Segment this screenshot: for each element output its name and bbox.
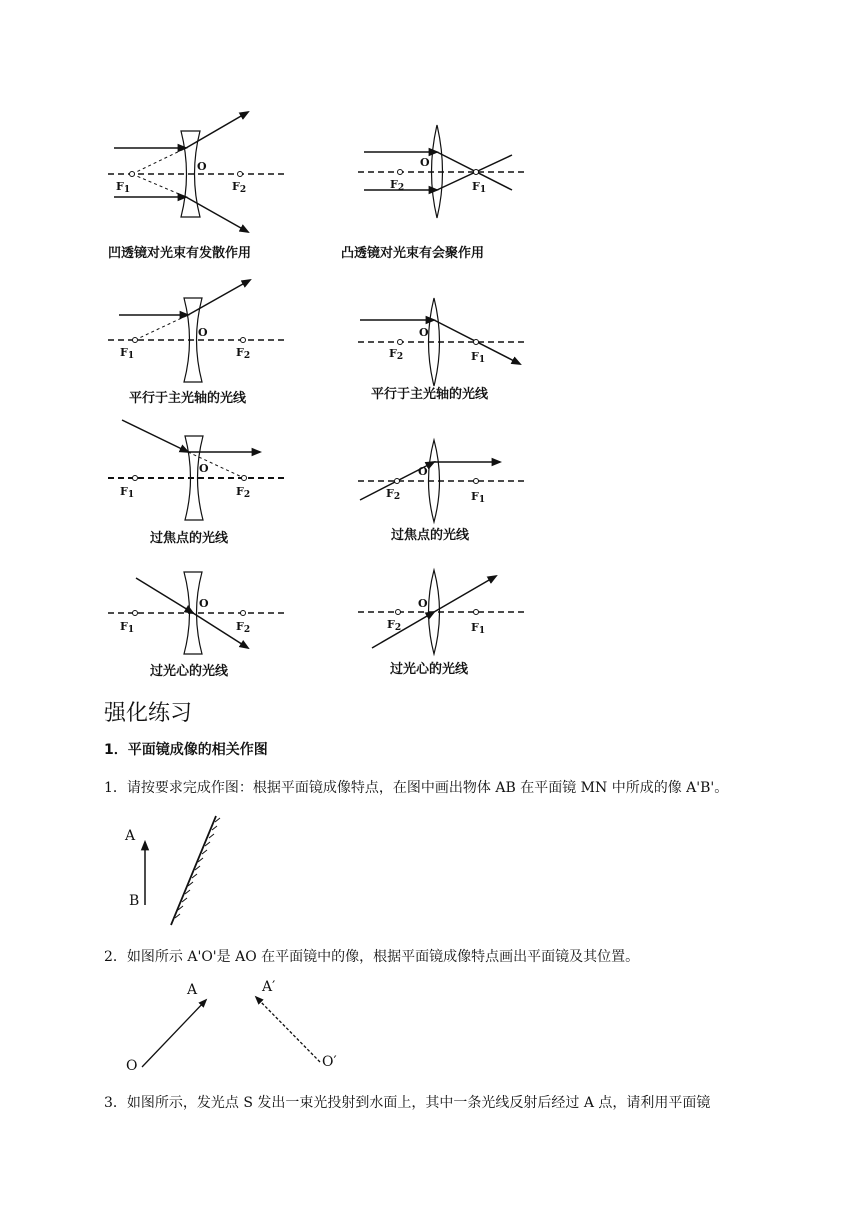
label-fig2-a-prime: A′ [262,979,276,995]
caption-concave-parallel: 平行于主光轴的光线 [129,391,247,406]
concave-lens-diagram-4 [108,572,285,654]
svg-text:F2: F2 [236,485,251,500]
label-point-b: B [129,893,140,909]
label-point-a: A [125,828,136,844]
caption-convex-focus: 过焦点的光线 [391,528,470,543]
svg-text:O: O [199,597,209,610]
svg-text:F1: F1 [120,485,135,500]
svg-text:F1: F1 [471,621,486,636]
svg-text:O: O [199,462,209,475]
svg-text:F2: F2 [390,178,405,193]
svg-text:O: O [420,156,430,169]
convex-lens-diagram-2 [358,298,528,386]
figure-mirror-ab [145,816,220,925]
section-subtitle: 1．平面镜成像的相关作图 [104,742,268,758]
label-fig2-o: O [126,1058,138,1074]
svg-text:F2: F2 [236,620,251,635]
svg-text:F1: F1 [471,350,486,365]
figure-mirror-ao [142,997,320,1067]
label-o: O [197,160,207,173]
section-title: 强化练习 [104,701,193,726]
svg-text:F2: F2 [387,618,402,633]
convex-lens-diagram-1 [358,125,528,218]
label-f2: F2 [232,180,247,195]
question-3: 3．如图所示，发光点 S 发出一束光投射到水面上，其中一条光线反射后经过 A 点，请利用平面镜 [104,1095,711,1111]
svg-text:F1: F1 [472,180,487,195]
svg-text:F1: F1 [120,346,135,361]
svg-text:F2: F2 [236,346,251,361]
caption-convex-center: 过光心的光线 [390,662,469,677]
label-fig2-o-prime: O′ [322,1054,337,1070]
svg-text:F1: F1 [471,490,486,505]
concave-lens-diagram-1 [108,112,285,232]
convex-lens-diagram-4 [358,570,528,654]
caption-concave-diverge: 凹透镜对光束有发散作用 [108,246,252,261]
question-1: 1．请按要求完成作图：根据平面镜成像特点，在图中画出物体 AB 在平面镜 MN 中所成的像 A'B'。 [104,780,729,796]
svg-text:O: O [418,597,428,610]
svg-text:F2: F2 [386,487,401,502]
caption-convex-parallel: 平行于主光轴的光线 [371,387,489,402]
concave-lens-diagram-2 [108,280,285,382]
svg-text:F1: F1 [120,620,135,635]
label-f1: F1 [116,180,131,195]
convex-lens-diagram-3 [358,440,528,522]
label-fig2-a: A [187,982,198,998]
svg-text:O: O [198,326,208,339]
caption-convex-converge: 凸透镜对光束有会聚作用 [341,246,485,261]
svg-text:O: O [418,465,428,478]
concave-lens-diagram-3 [108,420,285,520]
svg-text:O: O [419,326,429,339]
caption-concave-focus: 过焦点的光线 [150,531,229,546]
svg-text:F2: F2 [389,347,404,362]
question-2: 2．如图所示 A'O'是 AO 在平面镜中的像，根据平面镜成像特点画出平面镜及其位置。 [104,949,640,965]
caption-concave-center: 过光心的光线 [150,664,229,679]
